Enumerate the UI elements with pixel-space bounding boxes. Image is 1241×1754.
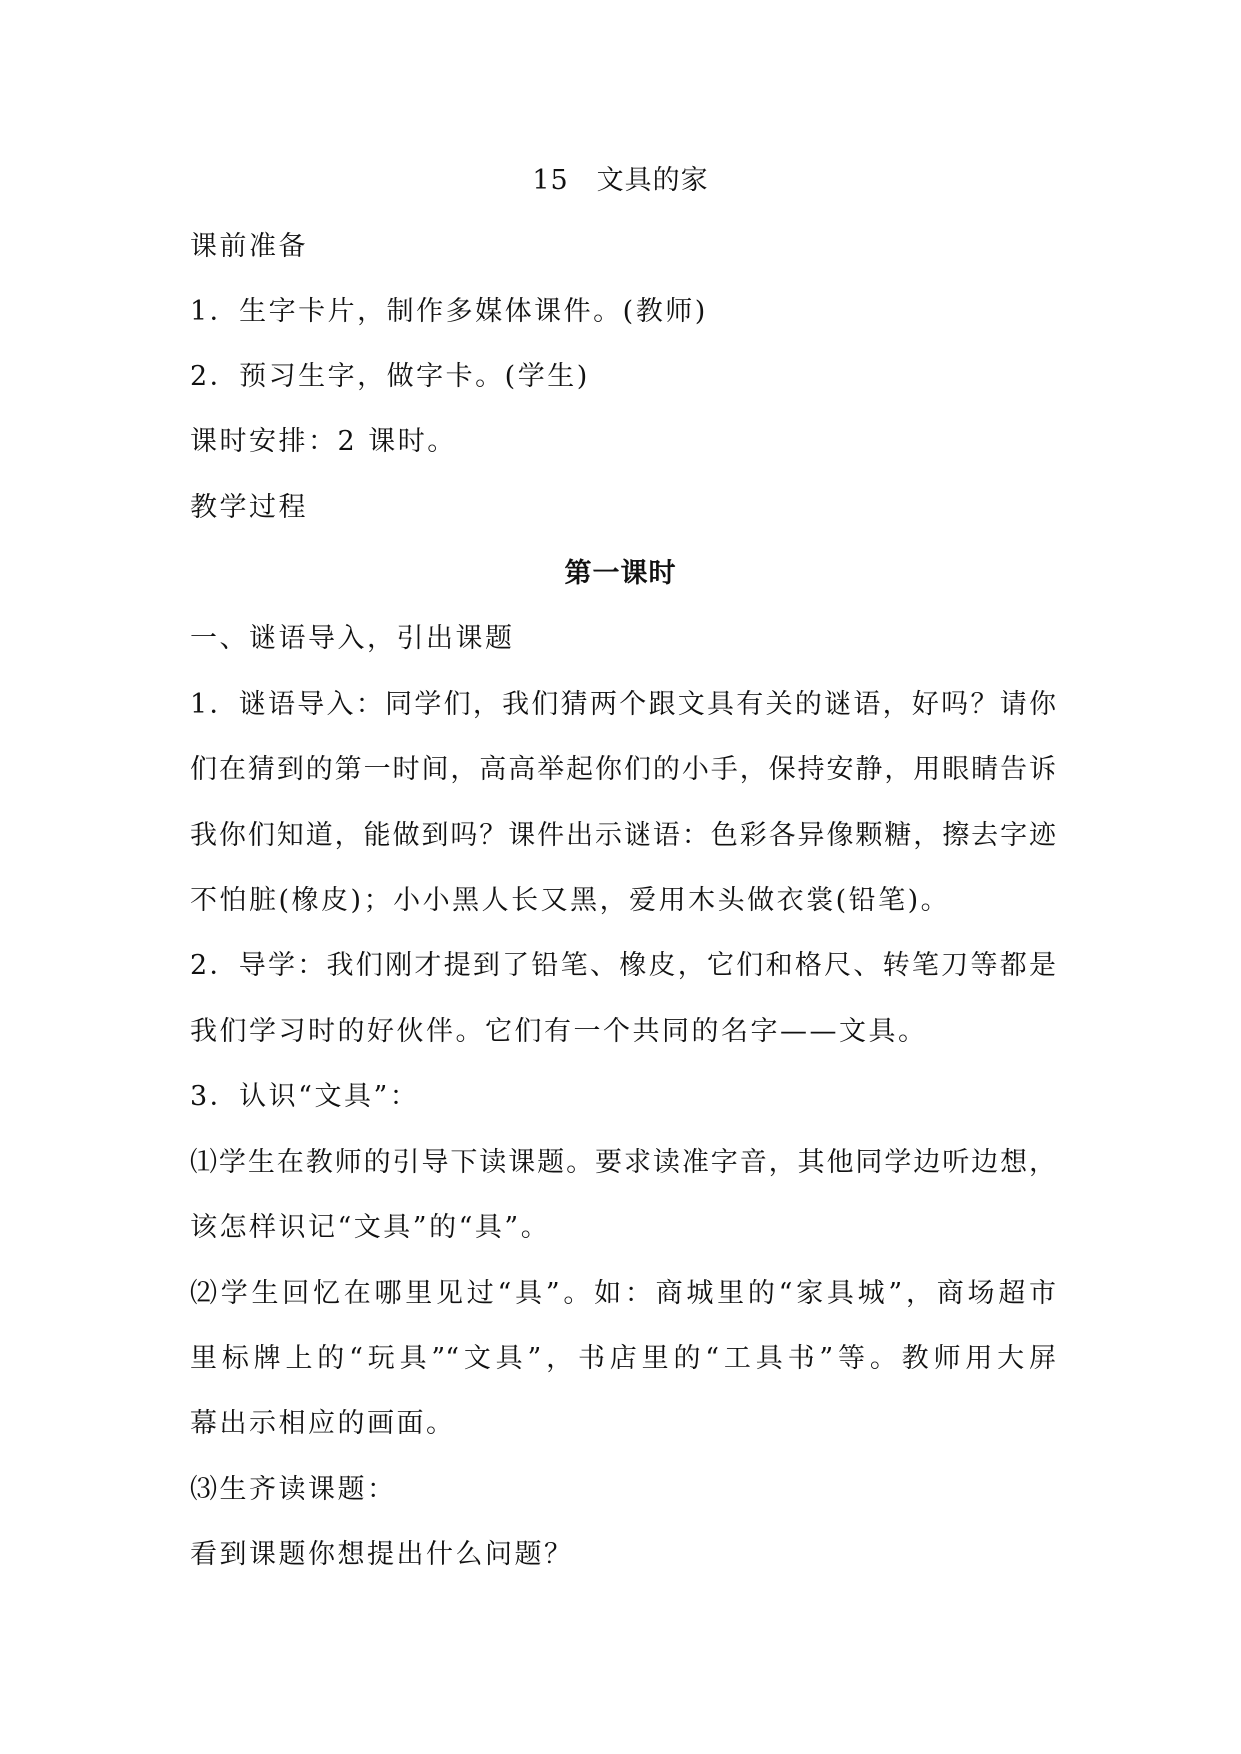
sub-heading: 3．认识“文具”： (190, 1081, 420, 1112)
paragraph-line: 不怕脏(橡皮)；小小黑人长又黑，爱用木头做衣裳(铅笔)。 (190, 885, 951, 916)
paragraph-line: 我你们知道，能做到吗？课件出示谜语：色彩各异像颗糖，擦去字迹 (190, 820, 1056, 851)
lesson-title-text: 文具的家 (596, 165, 709, 196)
lesson-number: 15 (532, 165, 569, 196)
paragraph-line: 我们学习时的好伙伴。它们有一个共同的名字——文具。 (190, 1016, 928, 1047)
paragraph-line: 们在猜到的第一时间，高高举起你们的小手，保持安静，用眼睛告诉 (190, 754, 1056, 785)
question-line: 看到课题你想提出什么问题？ (190, 1539, 574, 1570)
prep-item-2: 2．预习生字，做字卡。(学生) (190, 361, 590, 392)
paragraph-line: 幕出示相应的画面。 (190, 1408, 456, 1439)
paragraph-line: 里标牌上的“玩具”“文具”，书店里的“工具书”等。教师用大屏 (190, 1343, 1056, 1374)
prep-heading: 课前准备 (190, 231, 308, 262)
paragraph-line: ⑵学生回忆在哪里见过“具”。如：商城里的“家具城”，商场超市 (190, 1278, 1056, 1309)
paragraph-line: 该怎样识记“文具”的“具”。 (190, 1212, 551, 1243)
paragraph-line: 1．谜语导入：同学们，我们猜两个跟文具有关的谜语，好吗？请你 (190, 689, 1056, 720)
process-heading: 教学过程 (190, 492, 308, 523)
paragraph-line: ⑴学生在教师的引导下读课题。要求读准字音，其他同学边听边想， (190, 1147, 1056, 1178)
lesson-period-heading: 第一课时 (564, 558, 677, 589)
section-heading: 一、谜语导入，引出课题 (190, 623, 515, 654)
schedule-line: 课时安排：2 课时。 (190, 426, 457, 457)
paragraph-line: ⑶生齐读课题： (190, 1474, 397, 1505)
lesson-title (0, 163, 1241, 199)
paragraph-line: 2．导学：我们刚才提到了铅笔、橡皮，它们和格尺、转笔刀等都是 (190, 950, 1056, 981)
prep-item-1: 1．生字卡片，制作多媒体课件。(教师) (190, 296, 708, 327)
